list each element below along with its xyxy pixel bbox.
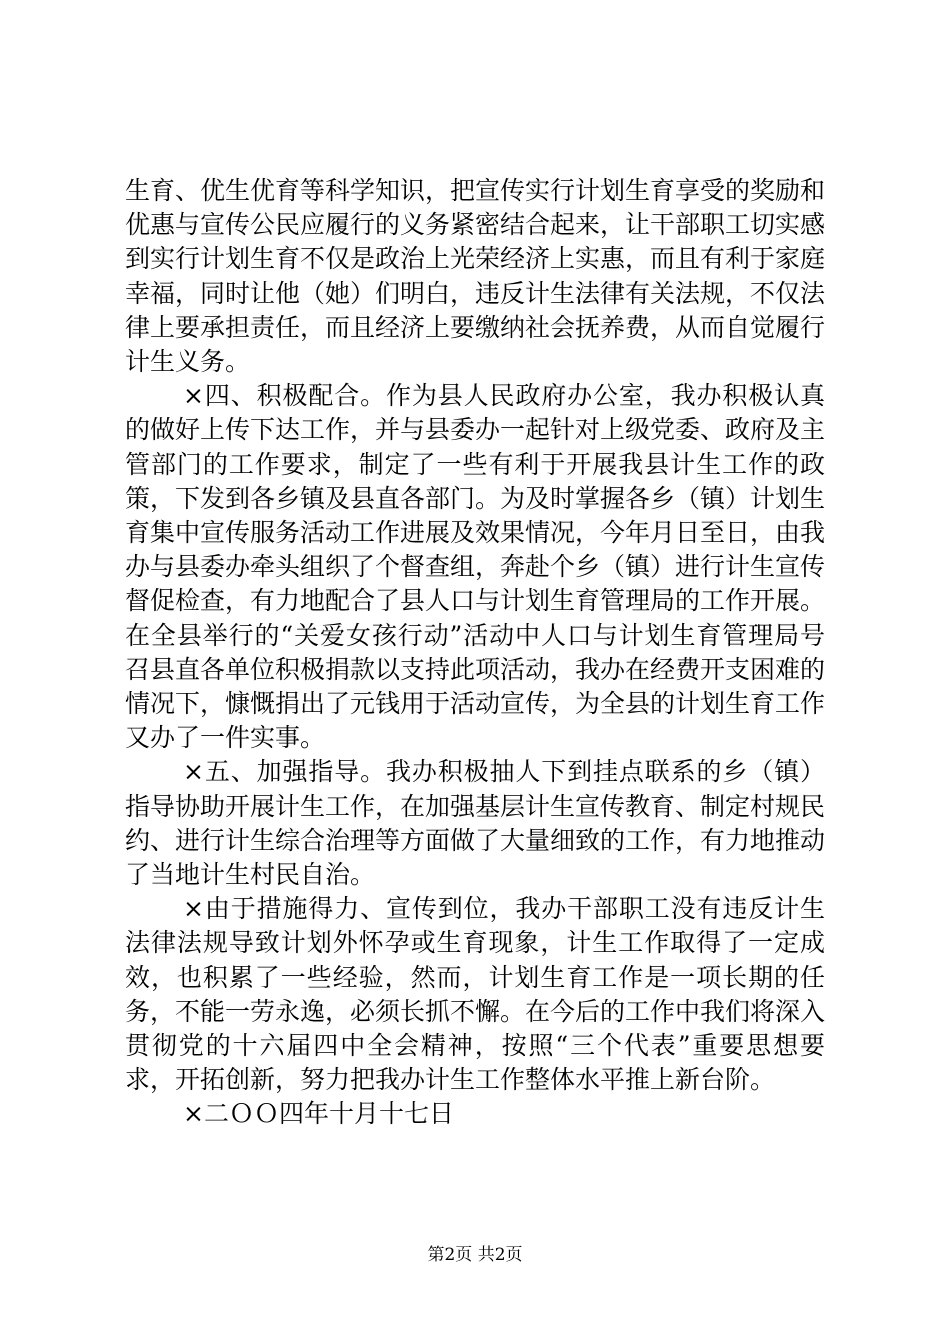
paragraph-continuation: 生育、优生优育等科学知识，把宣传实行计划生育享受的奖励和优惠与宣传公民应履行的义务紧密结合起来，让干部职工切实感到实行计划生育不仅是政治上光荣经济上实惠，而且有利于家庭幸福，同时让他（她）们明白，违反计生法律有关法规，不仅法律上要承担责任，而且经济上要缴纳社会抚养费，从而自觉履行计生义务。 (125, 176, 826, 377)
document-date: ×二ＯＯ四年十月十七日 (183, 1099, 454, 1129)
paragraph-section-five: ×五、加强指导。我办积极抽人下到挂点联系的乡（镇）指导协助开展计生工作，在加强基层计生宣传教育、制定村规民约、进行计生综合治理等方面做了大量细致的工作，有力地推动了当地计生村民自治。 (125, 757, 826, 890)
paragraph-section-four: ×四、积极配合。作为县人民政府办公室，我办积极认真的做好上传下达工作，并与县委办一起针对上级党委、政府及主管部门的工作要求，制定了一些有利于开展我县计生工作的政策，下发到各乡镇及县直各部门。为及时掌握各乡（镇）计划生育集中宣传服务活动工作进展及效果情况，今年月日至日，由我办与县委办牵头组织了个督查组，奔赴个乡（镇）进行计生宣传督促检查，有力地配合了县人口与计划生育管理局的工作开展。在全县举行的“关爱女孩行动”活动中人口与计划生育管理局号召县直各单位积极捐款以支持此项活动，我办在经费开支困难的情况下，慷慨捐出了元钱用于活动宣传，为全县的计划生育工作又办了一件实事。 (125, 381, 826, 753)
paragraph-conclusion: ×由于措施得力、宣传到位，我办干部职工没有违反计生法律法规导致计划外怀孕或生育现象，计生工作取得了一定成效，也积累了一些经验，然而，计划生育工作是一项长期的任务，不能一劳永逸，必须长抓不懈。在今后的工作中我们将深入贯彻党的十六届四中全会精神，按照“三个代表”重要思想要求，开拓创新，努力把我办计生工作整体水平推上新台阶。 (125, 894, 826, 1095)
page-number-footer: 第2页 共2页 (427, 1245, 523, 1265)
document-body (125, 174, 825, 1132)
